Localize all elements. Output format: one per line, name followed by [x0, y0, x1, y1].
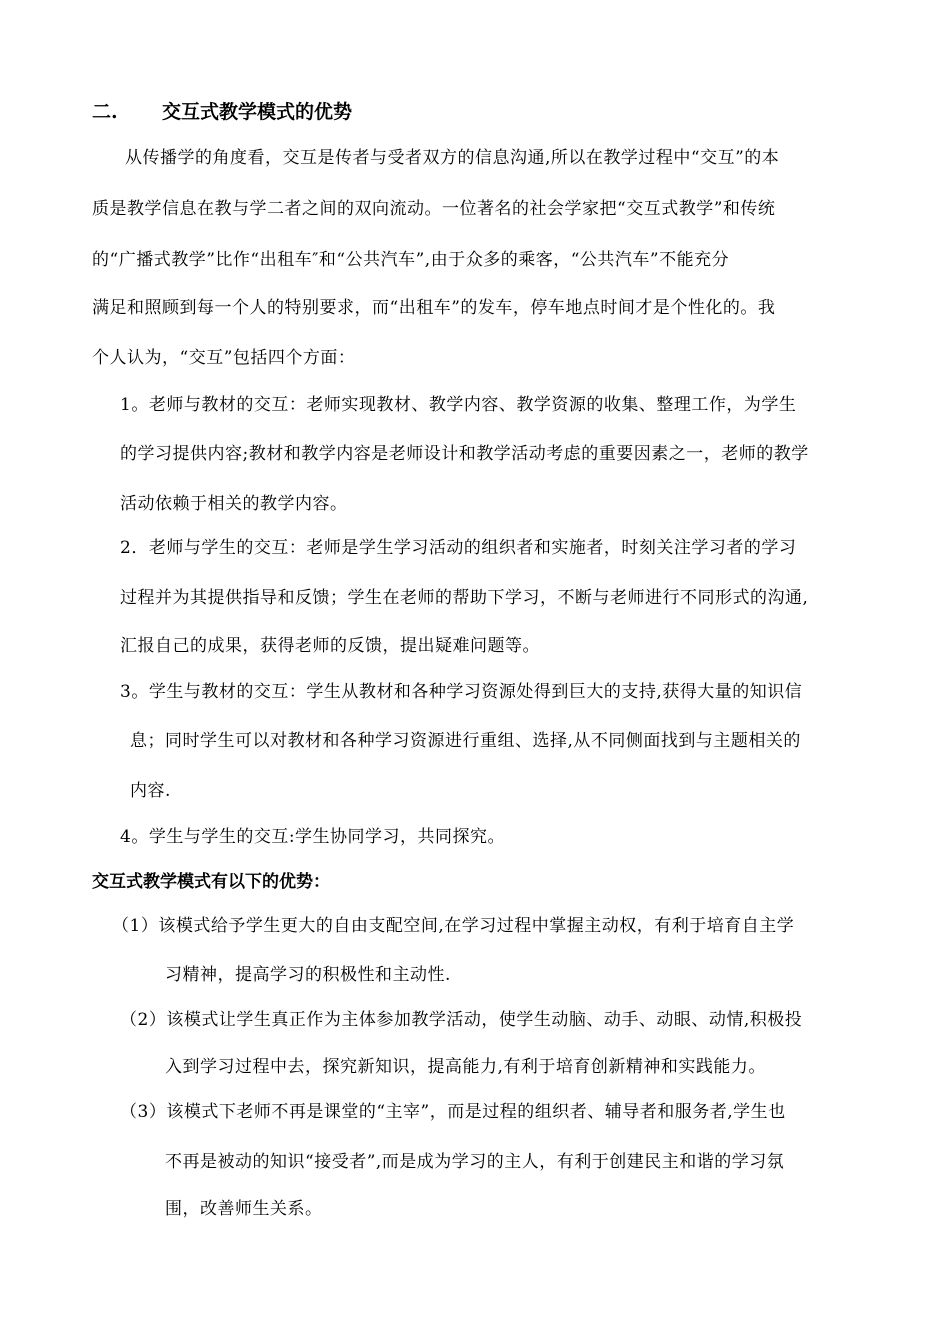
advantage-item-line: （2）该模式让学生真正作为主体参加教学活动，使学生动脑、动手、动眼、动情,积极投 [120, 1010, 803, 1030]
advantage-item-line: 不再是被动的知识“接受者”,而是成为学习的主人，有利于创建民主和谐的学习氛 [165, 1152, 785, 1172]
section-heading [92, 99, 352, 125]
advantage-item-line: 围，改善师生关系。 [165, 1199, 323, 1219]
aspect-item-line: 2．老师与学生的交互：老师是学生学习活动的组织者和实施者，时刻关注学习者的学习 [120, 538, 797, 558]
aspect-item-line: 1。老师与教材的交互：老师实现教材、教学内容、教学资源的收集、整理工作，为学生 [120, 395, 797, 415]
intro-line: 的“广播式教学”比作“出租车″和“公共汽车”,由于众多的乘客，“公共汽车”不能充分 [92, 250, 730, 270]
intro-line: 从传播学的角度看，交互是传者与受者双方的信息沟通,所以在教学过程中“交互”的本 [125, 148, 780, 168]
aspect-item-line: 息；同时学生可以对教材和各种学习资源进行重组、选择,从不同侧面找到与主题相关的 [130, 731, 801, 751]
section-title: 交互式教学模式的优势 [162, 101, 353, 123]
intro-line: 满足和照顾到每一个人的特别要求，而“出租车”的发车，停车地点时间才是个性化的。我 [92, 298, 776, 318]
aspect-item-line: 内容. [130, 781, 171, 801]
aspect-item-line: 的学习提供内容;教材和教学内容是老师设计和教学活动考虑的重要因素之一，老师的教学 [120, 444, 809, 464]
aspect-item-line: 活动依赖于相关的教学内容。 [120, 494, 348, 514]
intro-line: 个人认为，“交互”包括四个方面： [92, 348, 356, 368]
aspect-item-line: 汇报自己的成果，获得老师的反馈，提出疑难问题等。 [120, 636, 540, 656]
aspect-item-line: 过程并为其提供指导和反馈；学生在老师的帮助下学习，不断与老师进行不同形式的沟通, [120, 588, 809, 608]
aspect-item-line: 3。学生与教材的交互：学生从教材和各种学习资源处得到巨大的支持,获得大量的知识信 [120, 682, 803, 702]
section-number: 二. [92, 101, 118, 123]
advantage-item-line: （1）该模式给予学生更大的自由支配空间,在学习过程中掌握主动权，有利于培育自主学 [112, 916, 795, 936]
advantages-heading: 交互式教学模式有以下的优势： [92, 872, 330, 892]
advantage-item-line: （3）该模式下老师不再是课堂的“主宰”，而是过程的组织者、辅导者和服务者,学生也 [120, 1102, 786, 1122]
advantage-item-line: 习精神，提高学习的积极性和主动性. [165, 965, 451, 985]
aspect-item-line: 4。学生与学生的交互:学生协同学习，共同探究。 [120, 827, 506, 847]
intro-line: 质是教学信息在教与学二者之间的双向流动。一位著名的社会学家把“交互式教学”和传统 [92, 199, 776, 219]
advantage-item-line: 入到学习过程中去，探究新知识，提高能力,有利于培育创新精神和实践能力。 [165, 1057, 766, 1077]
